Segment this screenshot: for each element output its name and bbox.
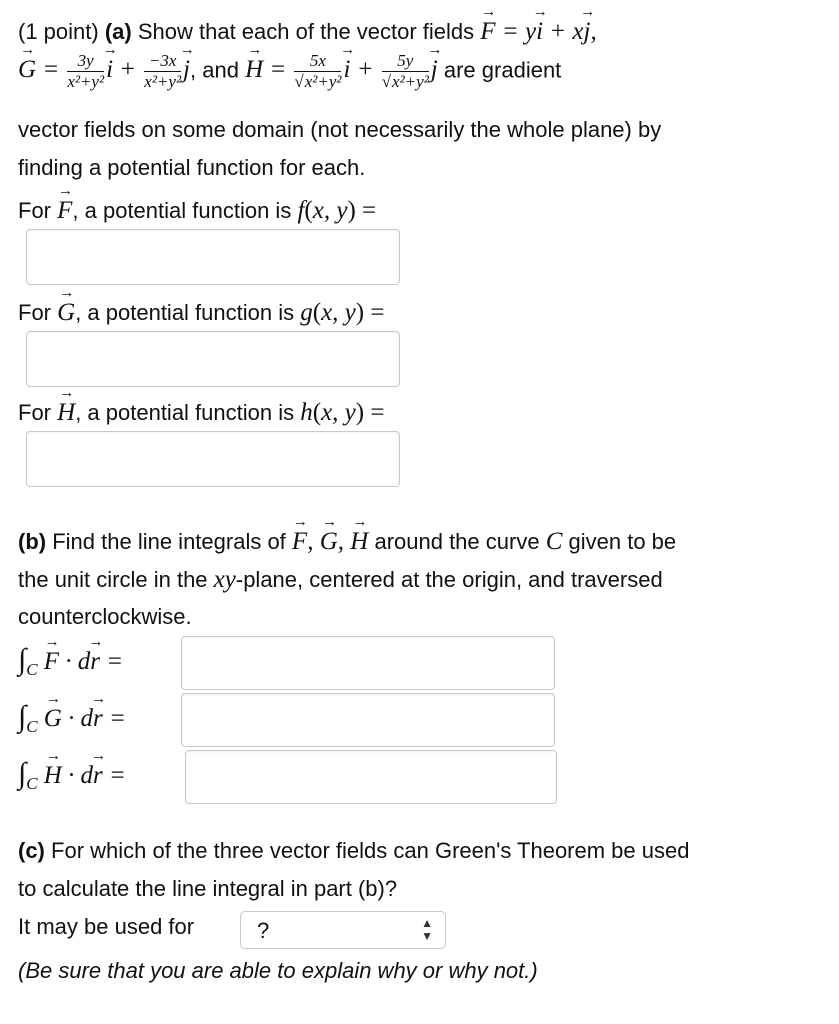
part-a-label: (a) bbox=[104, 19, 132, 44]
field-G-symbol: → G = bbox=[18, 56, 59, 83]
integral-H-label: $\int_C \to H \cdot d\to r$ = bbox=[18, 757, 126, 791]
part-a-intro: Show that each of the vector fields bbox=[137, 19, 475, 44]
integral-F-input[interactable] bbox=[181, 636, 555, 690]
integral-H-input[interactable] bbox=[185, 750, 557, 804]
part-a-line3: vector fields on some domain (not necessarily the whole plane) by bbox=[18, 117, 662, 142]
potential-h-input[interactable] bbox=[26, 431, 400, 487]
part-a-line2: → G = $\frac{3y}{\text{x²+y²}}$ → i + $\frac{-3x}{\text{x²+y²}}$ → j, and → H = $\frac{5x}{\text{√x²+y²}}$ → i + $\frac{5y}{\text{√x²+y²}}$ → j are gradient bbox=[18, 52, 561, 91]
part-c-note: (Be sure that you are able to explain why or why not.) bbox=[18, 958, 538, 983]
G-j-fraction: $\frac{-3x}{\text{x²+y²}}$ bbox=[144, 51, 182, 91]
points-label: (1 point) bbox=[18, 19, 99, 44]
potential-g-input[interactable] bbox=[26, 331, 400, 387]
integral-G-label: $\int_C \to G \cdot d\to r$ = bbox=[18, 700, 126, 734]
G-i-fraction: $\frac{3y}{\text{x²+y²}}$ bbox=[67, 51, 105, 91]
and-text: , and bbox=[190, 57, 239, 83]
part-a-line4: finding a potential function for each. bbox=[18, 155, 366, 180]
integral-F-label: $\int_C \to F \cdot d\to r$ = bbox=[18, 643, 123, 677]
prompt-G: For → G, a potential function is g(x, y) = bbox=[18, 299, 384, 327]
integral-G-input[interactable] bbox=[181, 693, 555, 747]
are-gradient-text: are gradient bbox=[443, 57, 562, 83]
field-select-dropdown[interactable] bbox=[240, 911, 446, 949]
updown-arrows-icon: ▲ ▼ bbox=[421, 916, 433, 943]
field-H-symbol: → H = bbox=[245, 56, 286, 83]
field-F-formula: → F = y→ i + x→ j, bbox=[480, 18, 596, 45]
select-value: ? bbox=[257, 918, 270, 943]
H-j-fraction: $\frac{5y}{\text{√x²+y²}}$ bbox=[381, 51, 429, 91]
potential-f-input[interactable] bbox=[26, 229, 400, 285]
part-b-line2: the unit circle in the xy-plane, centered at the origin, and traversed bbox=[18, 566, 663, 593]
part-c-line2: to calculate the line integral in part (b)? bbox=[18, 876, 398, 901]
it-may-label: It may be used for bbox=[18, 914, 195, 939]
H-i-fraction: $\frac{5x}{\text{√x²+y²}}$ bbox=[294, 51, 342, 91]
part-b-line1: (b) Find the line integrals of → F, → G, → H around the curve C given to be bbox=[18, 528, 676, 556]
prompt-H: For → H, a potential function is h(x, y) = bbox=[18, 399, 384, 427]
part-b-line3: counterclockwise. bbox=[18, 604, 192, 629]
prompt-F: For → F, a potential function is f(x, y) = bbox=[18, 197, 376, 225]
part-c-line1: (c) For which of the three vector fields can Green's Theorem be used bbox=[18, 838, 690, 863]
